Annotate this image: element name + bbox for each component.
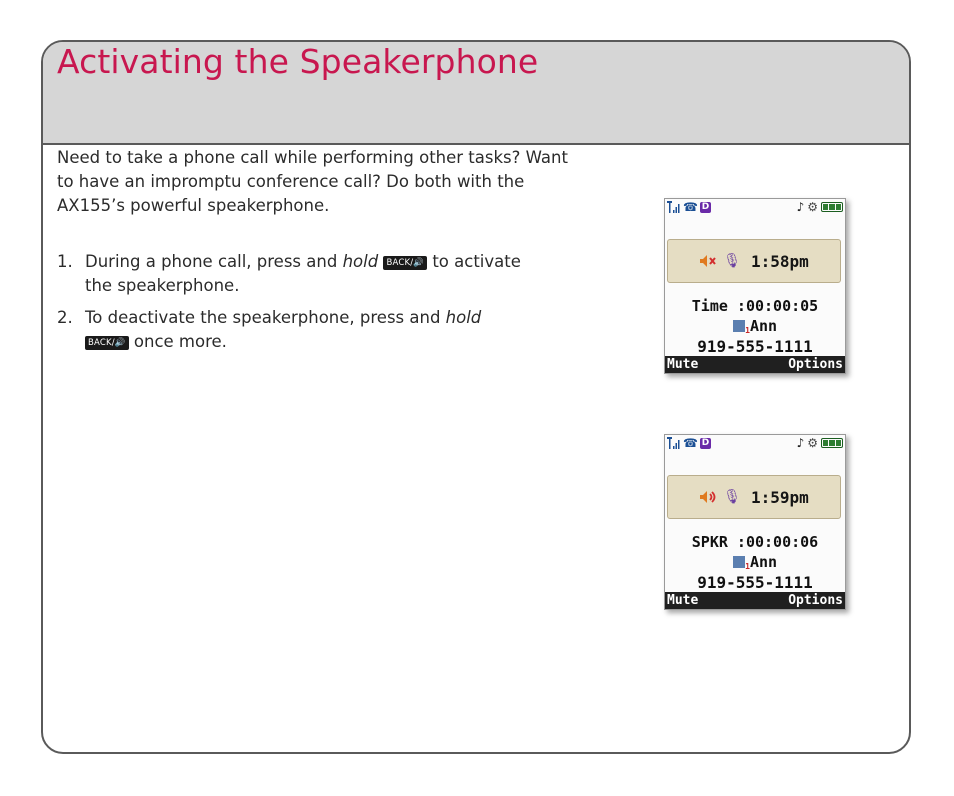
contact-line <box>665 317 845 335</box>
battery-icon <box>821 438 843 448</box>
page-title: Activating the Speakerphone <box>57 42 539 81</box>
steps-list <box>57 250 527 362</box>
call-info-box <box>667 475 841 519</box>
step-item <box>57 250 527 298</box>
status-bar <box>665 199 845 217</box>
step-text-before: During a phone call, press and <box>85 252 343 271</box>
phone-number: 919-555-1111 <box>697 337 813 356</box>
step-text-before: To deactivate the speakerphone, press and <box>85 308 446 327</box>
signal-icon <box>667 201 681 213</box>
options-softkey[interactable]: Options <box>788 357 843 372</box>
mute-softkey[interactable]: Mute <box>667 357 699 372</box>
softkey-bar <box>665 356 845 373</box>
softkey-bar <box>665 592 845 609</box>
music-note-icon: ♪ <box>796 200 805 214</box>
contact-card-icon <box>733 556 745 568</box>
phone-screen-speaker-on <box>664 434 846 610</box>
step-number: 1. <box>57 252 73 271</box>
step-emphasis: hold <box>445 308 482 327</box>
music-note-icon: ♪ <box>796 436 805 450</box>
call-timer: SPKR :00:00:06 <box>691 533 819 551</box>
phone-number: 919-555-1111 <box>697 573 813 592</box>
mute-softkey[interactable]: Mute <box>667 593 699 608</box>
contact-line <box>665 553 845 571</box>
contact-name: Ann <box>749 553 778 571</box>
microphone-icon: 🎙 <box>723 489 741 505</box>
step-number: 2. <box>57 308 73 327</box>
step-text-after: to activate the speakerphone. <box>85 252 521 295</box>
options-softkey[interactable]: Options <box>788 593 843 608</box>
gear-icon: ⚙ <box>807 436 818 450</box>
data-icon: D <box>701 201 710 212</box>
gear-icon: ⚙ <box>807 200 818 214</box>
contact-name: Ann <box>749 317 778 335</box>
signal-icon <box>667 437 681 449</box>
microphone-icon: 🎙 <box>723 253 741 269</box>
speaker-muted-icon <box>699 254 717 268</box>
status-bar <box>665 435 845 453</box>
battery-icon <box>821 202 843 212</box>
call-info-box <box>667 239 841 283</box>
phone-icon: ☎ <box>683 436 698 450</box>
data-icon: D <box>701 437 710 448</box>
back-speaker-key: BACK/🔊 <box>85 336 129 350</box>
phone-screen-speaker-off <box>664 198 846 374</box>
contact-card-icon <box>733 320 745 332</box>
step-emphasis: hold <box>342 252 379 271</box>
back-speaker-key: BACK/🔊 <box>383 256 427 270</box>
call-time: 1:59pm <box>750 487 809 507</box>
phone-icon: ☎ <box>683 200 698 214</box>
call-timer: Time :00:00:05 <box>691 297 819 315</box>
intro-paragraph: Need to take a phone call while performing other tasks? Want to have an impromptu conference call? Do both with the AX155’s powerful speakerphone. <box>57 148 568 215</box>
speaker-on-icon <box>699 490 717 504</box>
step-text-after: once more. <box>128 332 227 351</box>
step-item <box>57 306 527 354</box>
call-time: 1:58pm <box>750 251 809 271</box>
